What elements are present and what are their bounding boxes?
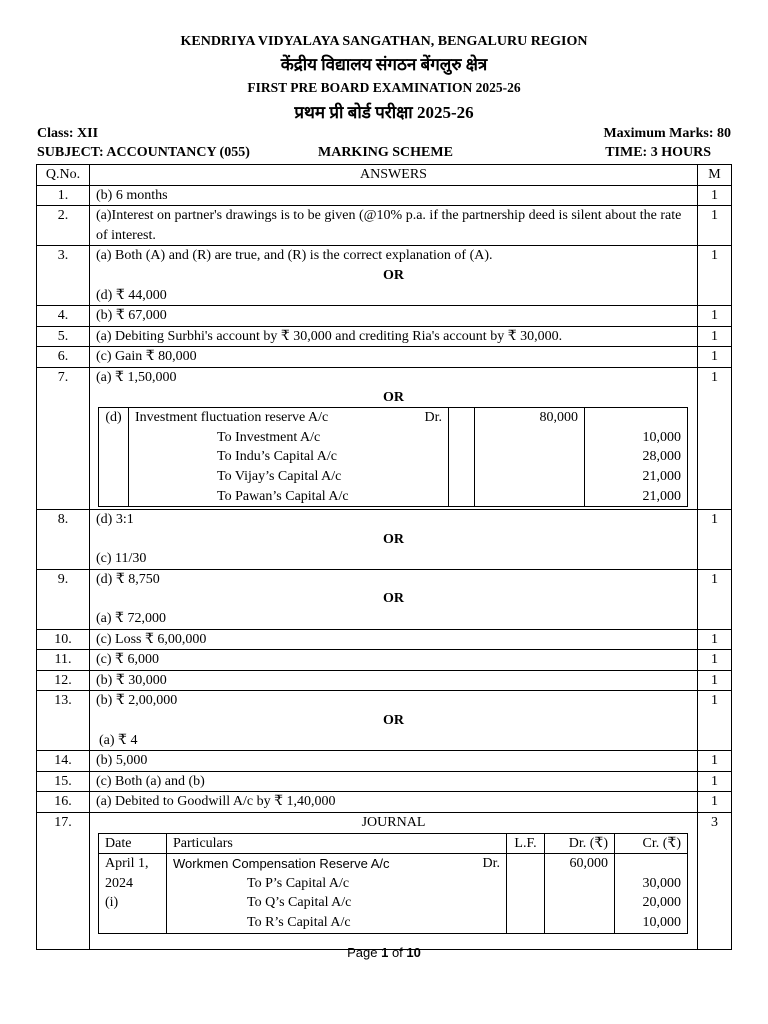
marks: 1: [698, 306, 732, 327]
table-row: [37, 691, 732, 751]
credit-amount-empty: [615, 854, 688, 874]
debit-cell-empty: [475, 467, 585, 487]
credit-amount: 28,000: [585, 447, 688, 467]
answer: [90, 510, 698, 570]
page-number: 1: [381, 945, 389, 960]
table-header-row: [37, 165, 732, 186]
journal-title: JOURNAL: [361, 815, 426, 830]
qno: 8.: [37, 510, 90, 570]
qno: 7.: [37, 367, 90, 509]
page-footer: [0, 945, 768, 960]
max-marks-label: Maximum Marks: 80: [603, 126, 731, 141]
marks: 1: [698, 347, 732, 368]
credit-amount: 20,000: [615, 893, 688, 913]
credit-account: To Pawan’s Capital A/c: [129, 487, 449, 507]
answer-option-b: (d) ₹ 44,000: [96, 287, 167, 303]
credit-amount-empty: [585, 408, 688, 428]
lf-column: [507, 854, 545, 933]
table-row: [37, 306, 732, 327]
qno: 2.: [37, 206, 90, 246]
answer-option-a: (d) 3:1: [96, 512, 134, 528]
qno: 4.: [37, 306, 90, 327]
credit-account: To Vijay’s Capital A/c: [129, 467, 449, 487]
header-particulars: Particulars: [167, 833, 507, 854]
credit-amount: 21,000: [585, 467, 688, 487]
credit-amount: 10,000: [585, 428, 688, 448]
region-title-hindi: केंद्रीय विद्यालय संगठन बेंगलुरु क्षेत्र: [280, 55, 488, 74]
answer: (c) Both (a) and (b): [90, 771, 698, 792]
answer: [90, 246, 698, 306]
header-dr: Dr. (₹): [545, 833, 615, 854]
debit-entry: [167, 854, 507, 874]
marks: 1: [698, 751, 732, 772]
credit-account: To Q’s Capital A/c: [167, 893, 507, 913]
table-row: [37, 650, 732, 671]
marks: 1: [698, 691, 732, 751]
answer: [90, 691, 698, 751]
answer-option-b: (c) 11/30: [96, 551, 147, 567]
answer-option-a: (a) ₹ 1,50,000: [96, 369, 177, 385]
qno: 17.: [37, 813, 90, 950]
table-row: [37, 792, 732, 813]
answer-option-a: (d) ₹ 8,750: [96, 571, 160, 587]
class-label: Class: XII: [37, 126, 99, 141]
journal-label: (d): [99, 408, 129, 507]
answer: (b) 5,000: [90, 751, 698, 772]
q17-journal-table: [98, 833, 688, 934]
exam-title-hindi: प्रथम प्री बोर्ड परीक्षा 2025-26: [294, 103, 474, 122]
credit-account: To P’s Capital A/c: [167, 874, 507, 894]
debit-amount: 80,000: [475, 408, 585, 428]
credit-account: To R’s Capital A/c: [167, 913, 507, 933]
answer-option-a: (a) Both (A) and (R) are true, and (R) is the correct explanation of (A).: [96, 248, 493, 264]
credit-amount: 30,000: [615, 874, 688, 894]
q7-journal-table: [98, 407, 688, 507]
marks: 1: [698, 569, 732, 629]
answer-option-b: (a) ₹ 72,000: [96, 611, 166, 627]
credit-account: To Indu’s Capital A/c: [129, 447, 449, 467]
page-prefix: Page: [347, 945, 382, 960]
answer: [90, 813, 698, 950]
qno: 12.: [37, 670, 90, 691]
exam-title: FIRST PRE BOARD EXAMINATION 2025-26: [247, 80, 521, 95]
credit-amount: 21,000: [585, 487, 688, 507]
header-date: Date: [99, 833, 167, 854]
date-line: April 1,: [105, 856, 149, 872]
debit-cell-empty: [545, 874, 615, 894]
answer-option-b: (a) ₹ 4: [99, 732, 138, 748]
credit-account: To Investment A/c: [129, 428, 449, 448]
answer: (c) ₹ 6,000: [90, 650, 698, 671]
time-label: TIME: 3 HOURS: [605, 145, 711, 160]
or-separator: OR: [383, 389, 404, 405]
table-row: [37, 670, 732, 691]
qno: 13.: [37, 691, 90, 751]
answer: (a)Interest on partner's drawings is to be given (@10% p.a. if the partnership deed is silent about the rate of interest.: [90, 206, 698, 246]
subject-label: SUBJECT: ACCOUNTANCY (055): [37, 145, 250, 160]
marks: 1: [698, 792, 732, 813]
answer-option-a: (b) ₹ 2,00,000: [96, 693, 178, 709]
answer: (b) ₹ 30,000: [90, 670, 698, 691]
qno: 1.: [37, 185, 90, 206]
page-total: 10: [406, 945, 421, 960]
debit-account: Workmen Compensation Reserve A/c: [173, 856, 390, 872]
dr-label: Dr.: [424, 410, 442, 426]
region-title: KENDRIYA VIDYALAYA SANGATHAN, BENGALURU REGION: [180, 34, 588, 49]
qno: 14.: [37, 751, 90, 772]
marks: 3: [698, 813, 732, 950]
qno: 16.: [37, 792, 90, 813]
qno: 6.: [37, 347, 90, 368]
entry-number: (i): [105, 895, 119, 911]
header-lf: L.F.: [507, 833, 545, 854]
table-row: [37, 326, 732, 347]
marks: 1: [698, 326, 732, 347]
table-row: [37, 347, 732, 368]
marks: 1: [698, 510, 732, 570]
lf-column: [449, 408, 475, 507]
table-row: [37, 206, 732, 246]
debit-cell-empty: [475, 487, 585, 507]
answer: (a) Debited to Goodwill A/c by ₹ 1,40,000: [90, 792, 698, 813]
journal-date: [99, 854, 167, 933]
answer-table: [36, 164, 732, 950]
table-row: [37, 367, 732, 509]
col-answers: ANSWERS: [90, 165, 698, 186]
table-row: [37, 629, 732, 650]
table-row: [37, 185, 732, 206]
debit-entry: [129, 408, 449, 428]
qno: 9.: [37, 569, 90, 629]
debit-cell-empty: [545, 913, 615, 933]
qno: 3.: [37, 246, 90, 306]
table-row: [37, 510, 732, 570]
marks: 1: [698, 670, 732, 691]
answer: [90, 367, 698, 509]
col-marks: M: [698, 165, 732, 186]
marks: 1: [698, 650, 732, 671]
answer: (c) Gain ₹ 80,000: [90, 347, 698, 368]
marks: 1: [698, 246, 732, 306]
marks: 1: [698, 185, 732, 206]
scheme-label: MARKING SCHEME: [318, 145, 453, 160]
table-row: [37, 751, 732, 772]
date-line: 2024: [105, 875, 133, 891]
debit-cell-empty: [475, 428, 585, 448]
col-qno: Q.No.: [37, 165, 90, 186]
table-row: [37, 569, 732, 629]
or-separator: OR: [383, 267, 404, 283]
or-separator: OR: [383, 591, 404, 607]
debit-account: Investment fluctuation reserve A/c: [135, 410, 329, 426]
table-row: [37, 771, 732, 792]
qno: 15.: [37, 771, 90, 792]
answer: [90, 569, 698, 629]
debit-cell-empty: [475, 447, 585, 467]
answer: (b) 6 months: [90, 185, 698, 206]
marks: 1: [698, 367, 732, 509]
debit-cell-empty: [545, 893, 615, 913]
credit-amount: 10,000: [615, 913, 688, 933]
or-separator: OR: [383, 713, 404, 729]
qno: 10.: [37, 629, 90, 650]
qno: 11.: [37, 650, 90, 671]
marks: 1: [698, 206, 732, 246]
marks: 1: [698, 629, 732, 650]
answer: (c) Loss ₹ 6,00,000: [90, 629, 698, 650]
page-of: of: [388, 945, 407, 960]
answer: (b) ₹ 67,000: [90, 306, 698, 327]
table-row: [37, 246, 732, 306]
answer: (a) Debiting Surbhi's account by ₹ 30,000 and crediting Ria's account by ₹ 30,000.: [90, 326, 698, 347]
header-cr: Cr. (₹): [615, 833, 688, 854]
table-row: [37, 813, 732, 950]
dr-label: Dr.: [482, 856, 500, 872]
or-separator: OR: [383, 531, 404, 547]
qno: 5.: [37, 326, 90, 347]
debit-amount: 60,000: [545, 854, 615, 874]
marks: 1: [698, 771, 732, 792]
